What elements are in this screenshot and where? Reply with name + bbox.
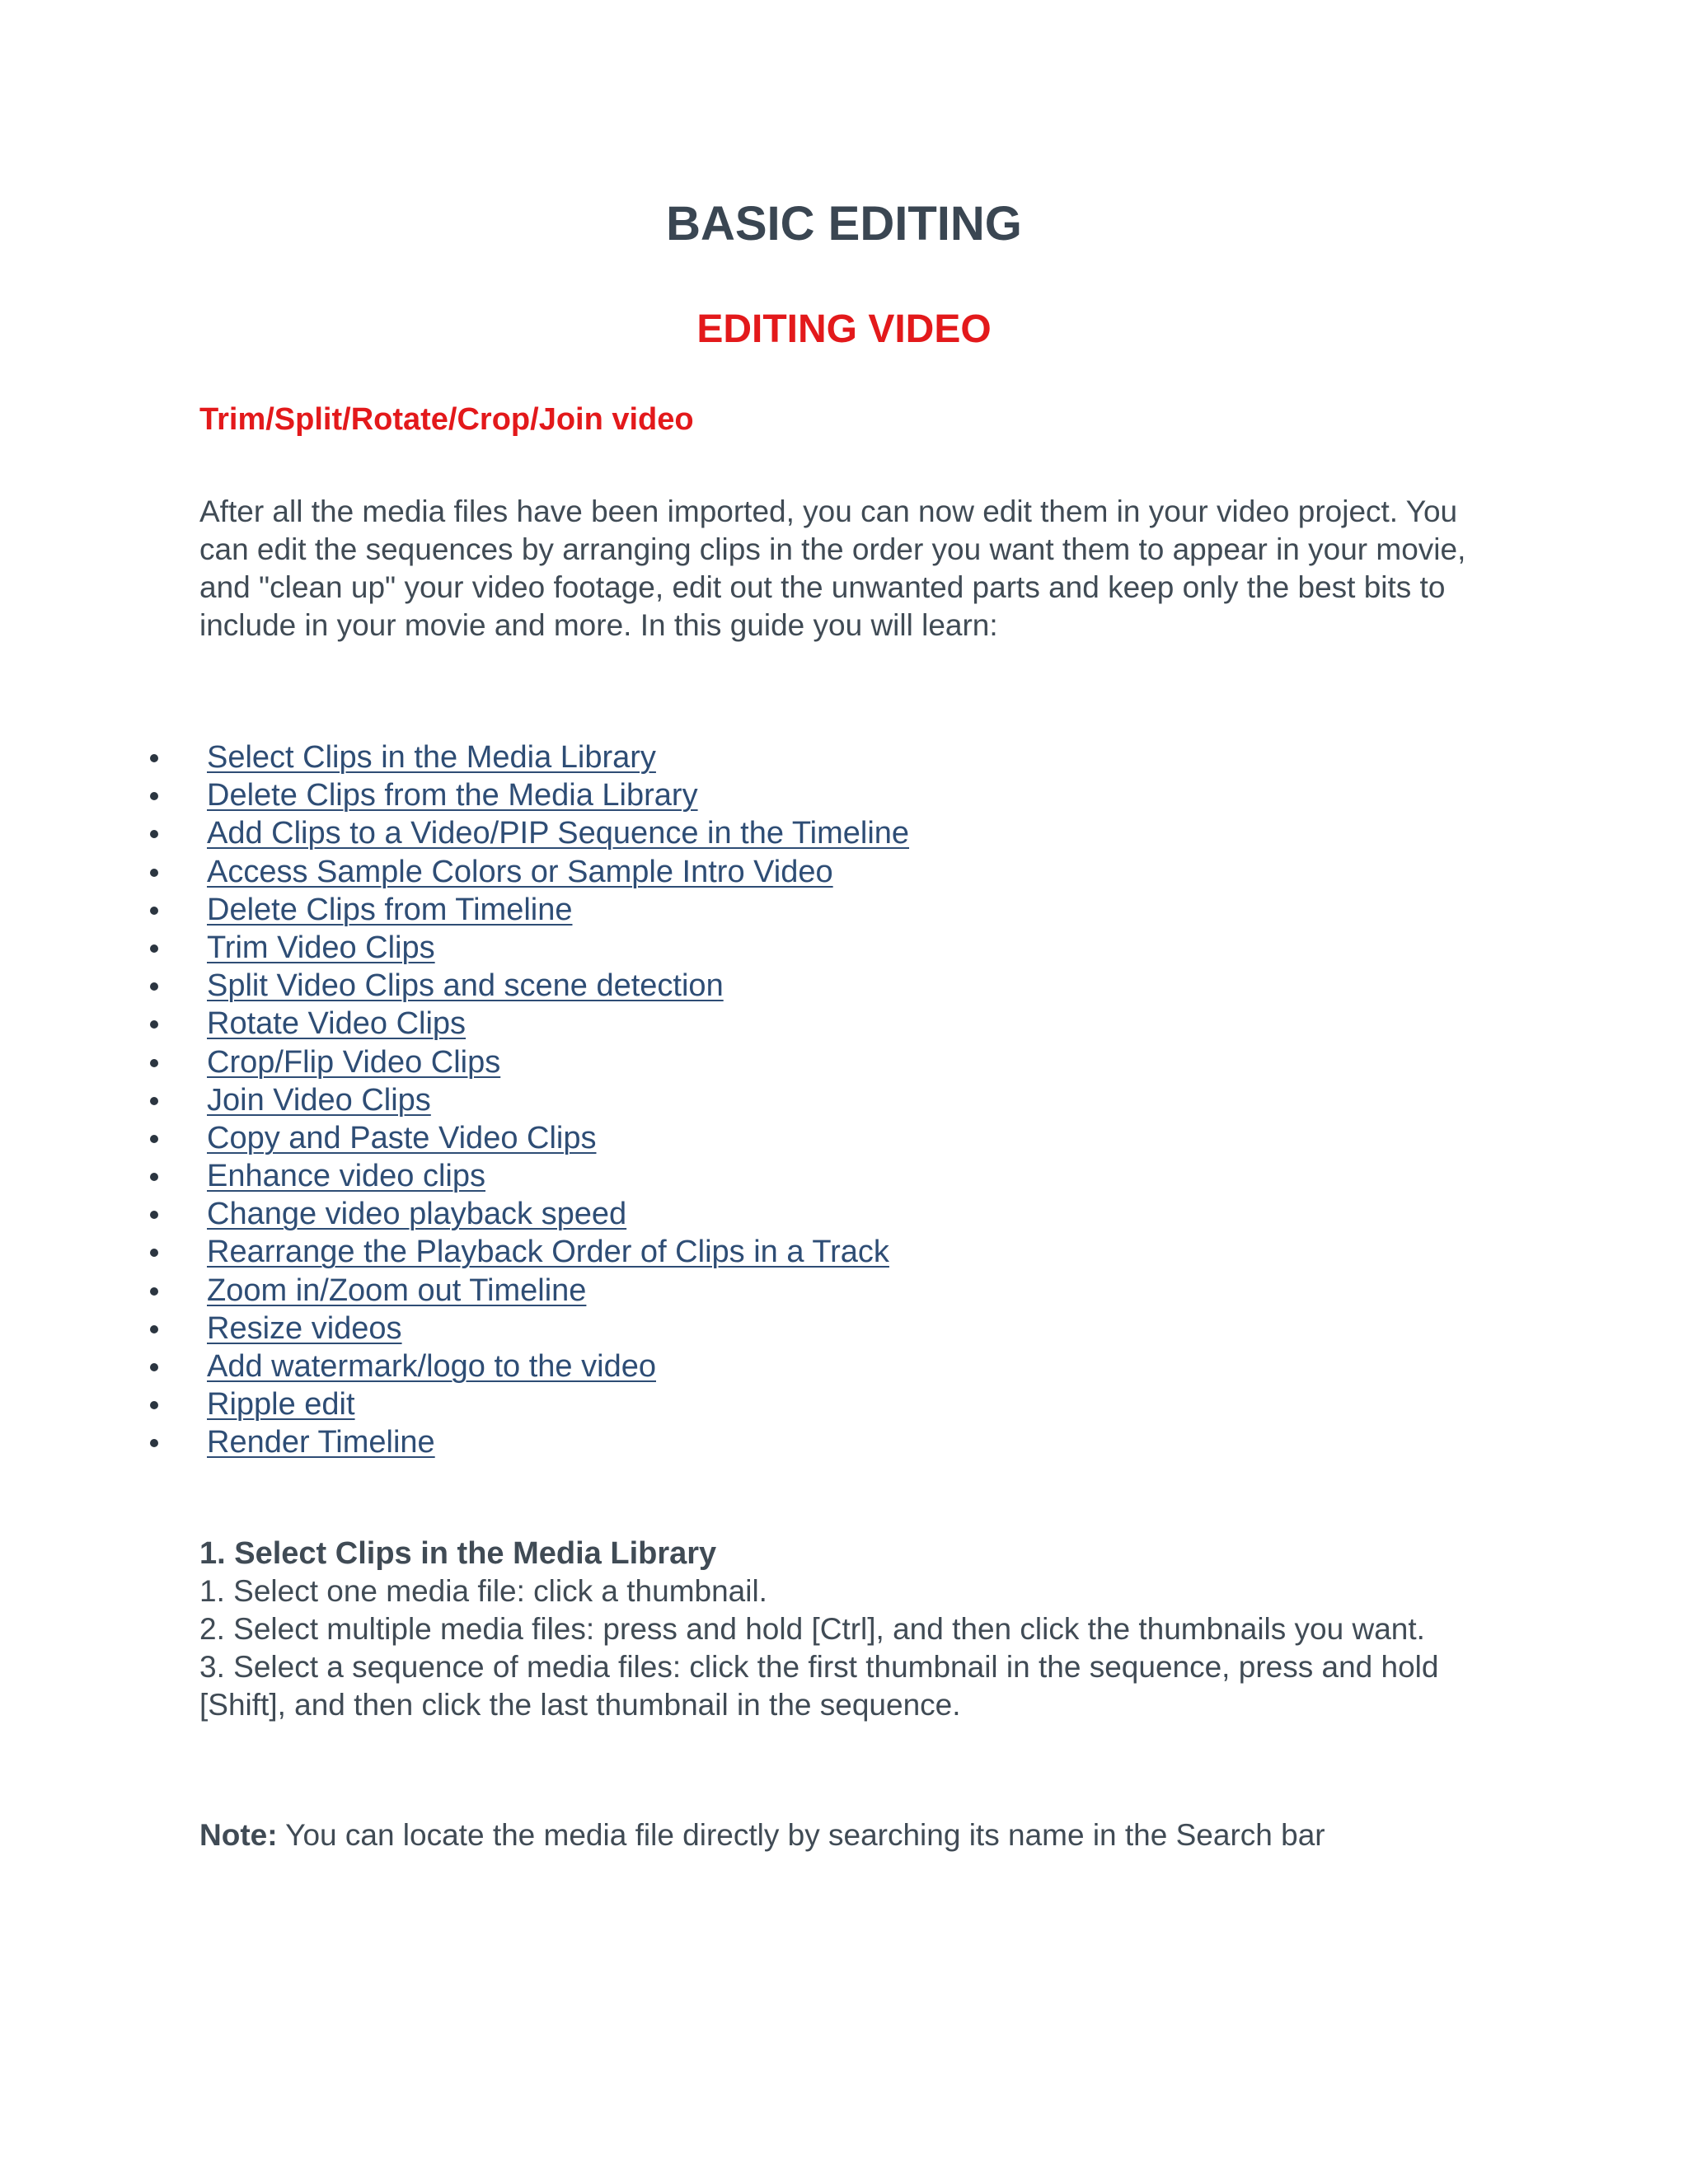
list-item — [140, 1385, 909, 1423]
topic-link[interactable]: Enhance video clips — [207, 1159, 485, 1194]
list-item — [140, 967, 909, 1005]
list-item — [140, 1081, 909, 1119]
list-item — [140, 929, 909, 967]
topic-link[interactable]: Crop/Flip Video Clips — [207, 1044, 501, 1080]
list-item — [140, 891, 909, 929]
list-item — [140, 1043, 909, 1081]
bullet-icon — [150, 907, 158, 915]
topic-link[interactable]: Ripple edit — [207, 1387, 355, 1422]
list-item — [140, 738, 909, 776]
list-item — [140, 1119, 909, 1157]
page-title: BASIC EDITING — [666, 197, 1022, 251]
list-item — [140, 1157, 909, 1195]
topic-link[interactable]: Change video playback speed — [207, 1197, 627, 1232]
bullet-icon — [150, 1211, 158, 1219]
bullet-icon — [150, 830, 158, 838]
list-item — [140, 1233, 909, 1271]
section-title: EDITING VIDEO — [696, 307, 992, 351]
bullet-icon — [150, 1287, 158, 1296]
topic-link[interactable]: Delete Clips from Timeline — [207, 892, 573, 927]
step-text: 2. Select multiple media files: press and hold [Ctrl], and then click the thumbnails you want. — [199, 1612, 1425, 1646]
bullet-icon — [150, 1173, 158, 1181]
intro-paragraph: After all the media files have been imported, you can now edit them in your video project. You can edit the sequences by arranging clips in the order you want them to appear in your movie, and "clean up" your video footage, edit out the unwanted parts and keep only the best bits to include in your movie and more. In this guide you will learn: — [199, 494, 1466, 642]
bullet-icon — [150, 1249, 158, 1257]
topic-link[interactable]: Rotate Video Clips — [207, 1006, 467, 1042]
bullet-icon — [150, 1325, 158, 1333]
bullet-icon — [150, 1020, 158, 1029]
bullet-icon — [150, 1363, 158, 1371]
topic-link[interactable]: Resize videos — [207, 1310, 402, 1346]
note-label: Note: — [199, 1818, 278, 1852]
topic-link[interactable]: Select Clips in the Media Library — [207, 740, 656, 775]
step-text: 3. Select a sequence of media files: click the first thumbnail in the sequence, press and hold [Shift], and then click the last thumbnail in the sequence. — [199, 1650, 1439, 1722]
topic-link[interactable]: Add watermark/logo to the video — [207, 1349, 656, 1384]
topic-link[interactable]: Split Video Clips and scene detection — [207, 968, 724, 1004]
list-item — [140, 776, 909, 814]
step-heading: 1. Select Clips in the Media Library — [199, 1536, 717, 1571]
bullet-icon — [150, 982, 158, 991]
bullet-icon — [150, 754, 158, 762]
list-item — [140, 1195, 909, 1233]
note-text: You can locate the media file directly by searching its name in the Search bar — [277, 1818, 1325, 1852]
list-item — [140, 853, 909, 891]
bullet-icon — [150, 1439, 158, 1447]
step-text: 1. Select one media file: click a thumbnail. — [199, 1574, 767, 1608]
topic-link[interactable]: Render Timeline — [207, 1425, 435, 1460]
bullet-icon — [150, 1097, 158, 1105]
list-item — [140, 814, 909, 852]
topic-link[interactable]: Join Video Clips — [207, 1082, 431, 1118]
topic-link[interactable]: Delete Clips from the Media Library — [207, 778, 698, 813]
bullet-icon — [150, 1401, 158, 1409]
topic-link[interactable]: Copy and Paste Video Clips — [207, 1120, 597, 1155]
list-item — [140, 1423, 909, 1461]
list-item — [140, 1347, 909, 1385]
topic-link[interactable]: Add Clips to a Video/PIP Sequence in the Timeline — [207, 816, 910, 851]
bullet-icon — [150, 1059, 158, 1067]
topic-link[interactable]: Trim Video Clips — [207, 930, 435, 965]
list-item — [140, 1272, 909, 1310]
subsection-title: Trim/Split/Rotate/Crop/Join video — [199, 402, 694, 437]
select-clips-section — [199, 1535, 1502, 1724]
list-item — [140, 1310, 909, 1347]
note-paragraph — [199, 1816, 1502, 1854]
list-item — [140, 1005, 909, 1043]
bullet-icon — [150, 1135, 158, 1143]
bullet-icon — [150, 944, 158, 953]
topic-link[interactable]: Access Sample Colors or Sample Intro Video — [207, 854, 833, 889]
topic-link[interactable]: Rearrange the Playback Order of Clips in a Track — [207, 1235, 889, 1270]
bullet-icon — [150, 869, 158, 877]
bullet-icon — [150, 792, 158, 800]
topic-link-list — [140, 738, 909, 1462]
topic-link[interactable]: Zoom in/Zoom out Timeline — [207, 1272, 587, 1308]
